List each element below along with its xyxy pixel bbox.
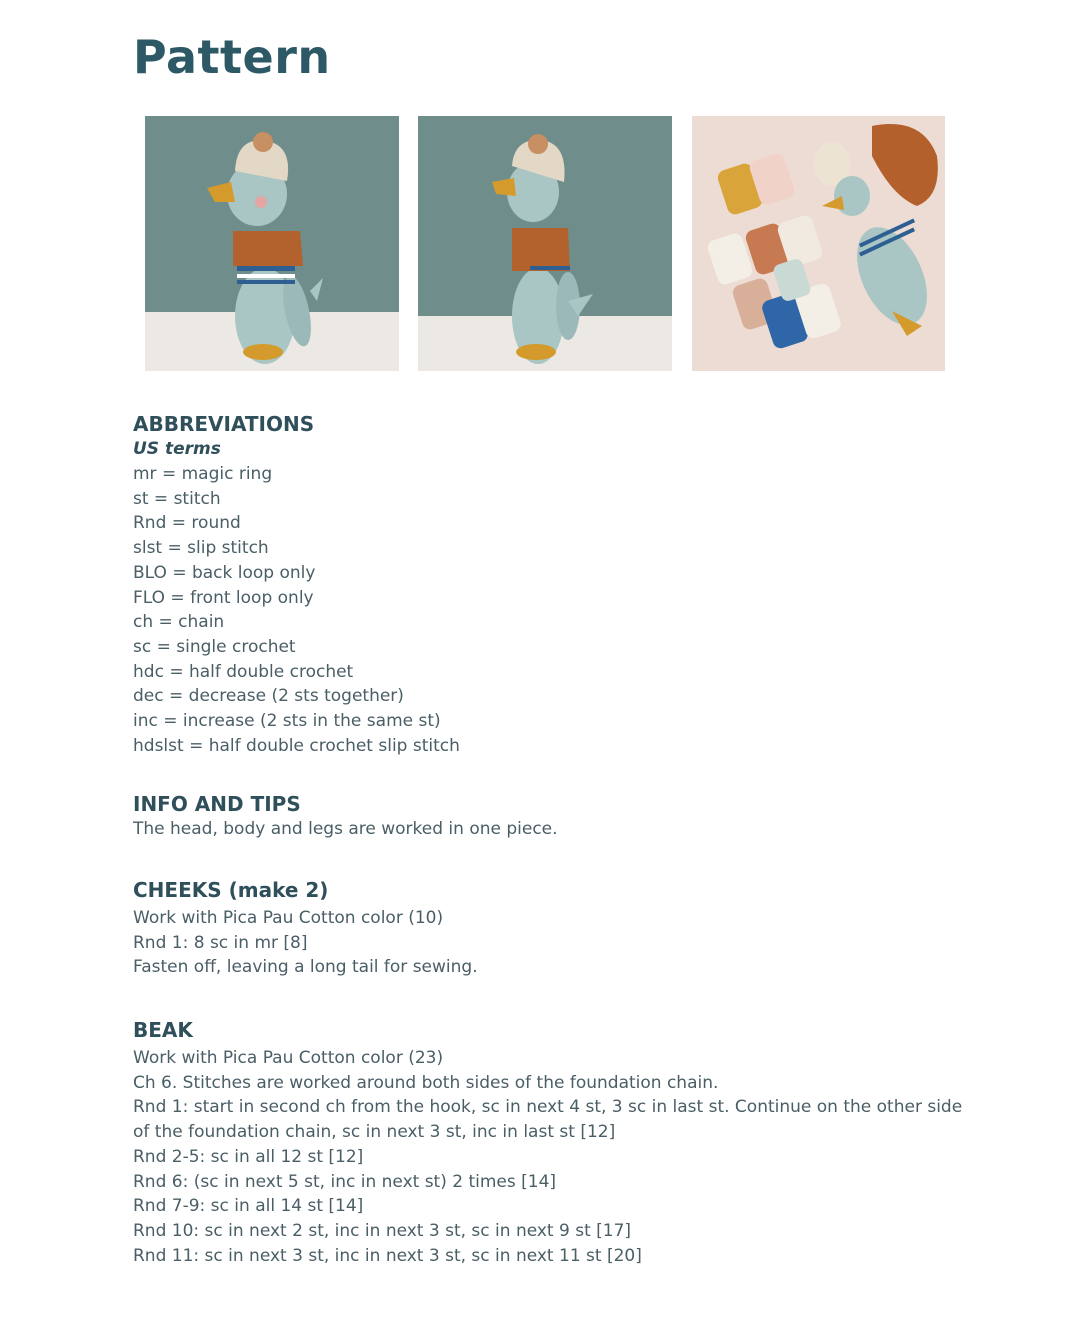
beak-section xyxy=(133,1017,963,1268)
beak-heading: BEAK xyxy=(133,1018,193,1042)
cheeks-line: Fasten off, leaving a long tail for sewing. xyxy=(133,957,478,978)
abbreviation-item: FLO = front loop only xyxy=(133,587,314,608)
info-tips-heading: INFO AND TIPS xyxy=(133,792,301,816)
abbreviation-item: mr = magic ring xyxy=(133,464,273,484)
yarn-and-duck-photo xyxy=(692,116,945,371)
duck-photo-side-2 xyxy=(418,116,672,371)
abbreviation-item: Rnd = round xyxy=(133,513,241,534)
page-title: Pattern xyxy=(133,30,331,84)
beak-line: Work with Pica Pau Cotton color (23) xyxy=(133,1048,444,1068)
abbreviation-item: ch = chain xyxy=(133,612,225,633)
abbreviations-section xyxy=(133,411,963,758)
abbreviations-heading: ABBREVIATIONS xyxy=(133,412,315,436)
info-tips-section xyxy=(133,791,963,842)
abbreviation-item: inc = increase (2 sts in the same st) xyxy=(133,711,441,732)
abbreviation-item: dec = decrease (2 sts together) xyxy=(133,686,404,707)
cheeks-heading: CHEEKS (make 2) xyxy=(133,878,329,902)
beak-line: Rnd 2-5: sc in all 12 st [12] xyxy=(133,1146,364,1167)
abbreviation-item: hdc = half double crochet xyxy=(133,661,354,682)
abbreviations-subheading: US terms xyxy=(133,439,221,459)
abbreviation-item: slst = slip stitch xyxy=(133,538,269,559)
beak-line: Rnd 11: sc in next 3 st, inc in next 3 st, sc in next 11 st [20] xyxy=(133,1245,642,1266)
abbreviation-item: BLO = back loop only xyxy=(133,562,316,583)
cheeks-section xyxy=(133,877,963,980)
cheeks-line: Work with Pica Pau Cotton color (10) xyxy=(133,908,444,928)
duck-photo-side xyxy=(145,116,399,371)
beak-line: Rnd 7-9: sc in all 14 st [14] xyxy=(133,1196,364,1217)
beak-line: Rnd 6: (sc in next 5 st, inc in next st) 2 times [14] xyxy=(133,1171,557,1192)
beak-line: Rnd 1: start in second ch from the hook, sc in next 4 st, 3 sc in last st. Continue on the other side xyxy=(133,1097,963,1118)
cheeks-line: Rnd 1: 8 sc in mr [8] xyxy=(133,932,308,953)
abbreviation-item: sc = single crochet xyxy=(133,636,296,657)
abbreviation-item: st = stitch xyxy=(133,488,221,509)
info-tips-line: The head, body and legs are worked in one piece. xyxy=(133,819,558,839)
abbreviation-item: hdslst = half double crochet slip stitch xyxy=(133,735,460,756)
beak-line: Rnd 10: sc in next 2 st, inc in next 3 st, sc in next 9 st [17] xyxy=(133,1220,632,1241)
beak-line: Ch 6. Stitches are worked around both sides of the foundation chain. xyxy=(133,1072,719,1093)
beak-line: of the foundation chain, sc in next 3 st, inc in last st [12] xyxy=(133,1122,616,1143)
